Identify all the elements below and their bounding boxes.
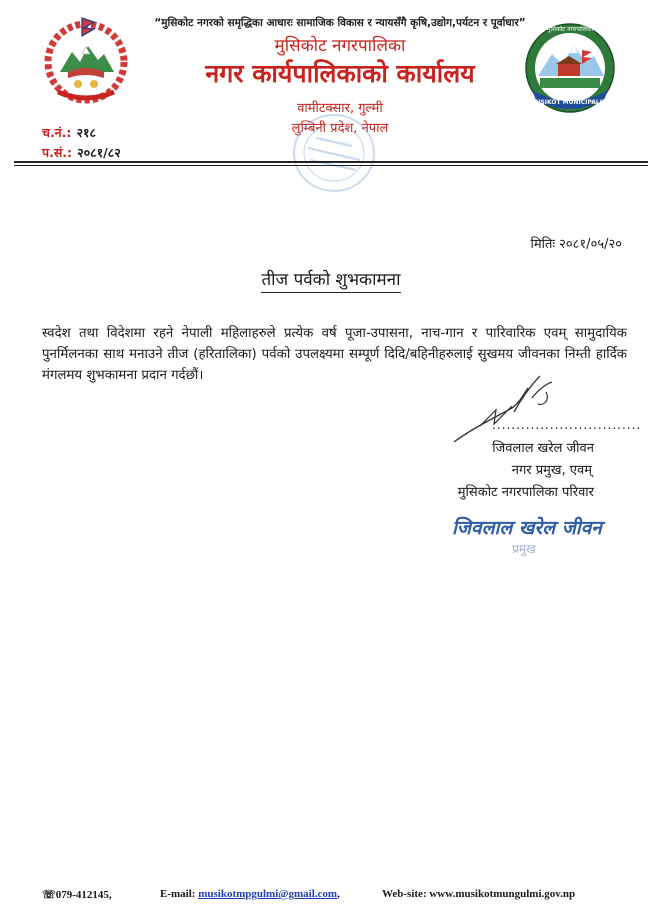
dispatch-number-value: २१८: [76, 125, 96, 140]
signatory-organization: मुसिकोट नगरपालिका परिवार: [457, 485, 594, 500]
office-stamp-icon: [286, 108, 382, 198]
header-divider: [14, 161, 648, 163]
letter-number: [42, 142, 121, 161]
footer-website-label: Web-site:: [382, 888, 427, 900]
address-line-2: लुम्बिनी प्रदेश, नेपाल: [291, 121, 389, 136]
footer-email-link[interactable]: musikotmpgulmi@gmail.com: [198, 888, 338, 900]
letter-subject: [0, 267, 662, 290]
name-stamp-subtitle: प्रमुख: [512, 542, 536, 556]
letter-number-label: प.सं.:: [42, 145, 73, 160]
footer-phone-number: 079-412145,: [55, 889, 112, 901]
municipality-logo-ribbon: MUSIKOT MUNICIPALITY: [529, 99, 611, 106]
header-divider-thin: [14, 165, 648, 166]
footer-website-url[interactable]: www.musikotmungulmi.gov.np: [429, 888, 576, 900]
municipality-motto: “मुसिकोट नगरको समृद्धिका आधारः सामाजिक विकास र न्यायसँगै कृषि,उद्योग,पर्यटन र पूर्वाधार”: [154, 17, 526, 29]
municipality-logo-ring-text: मुसिकोट नगरपालिका: [546, 26, 594, 33]
signatory-title: नगर प्रमुख, एवम्: [511, 463, 592, 478]
signatory-name: जिवलाल खरेल जीवन: [492, 441, 594, 456]
footer-email-label: E-mail:: [160, 888, 196, 900]
letter-body: स्वदेश तथा विदेशमा रहने नेपाली महिलाहरुले प्रत्येक वर्ष पूजा-उपासना, नाच-गान र पारिवारिक एवम् सामुदायिक पुनर्मिलनका साथ मनाउने तीज (हरितालिका) पर्वको उपलक्ष्यमा सम्पूर्ण दिदि/बहिनीहरुलाई सुखमय जीवनका निम्ती हार्दिक मंगलमय शुभकामना प्रदान गर्दछौं।: [42, 326, 627, 383]
letter-date: मितिः २०८१/०५/२०: [530, 237, 622, 252]
dispatch-number: [42, 122, 96, 141]
municipality-logo-icon: [522, 20, 618, 116]
footer-phone: [42, 888, 112, 901]
address-line-1: वामीटक्सार, गुल्मी: [297, 101, 383, 116]
municipality-name: मुसिकोट नगरपालिका: [274, 36, 406, 56]
letter-subject-text: तीज पर्वको शुभकामना: [261, 270, 400, 293]
phone-icon: ☏: [42, 889, 56, 901]
name-stamp: जिवलाल खरेल जीवन: [452, 517, 602, 539]
signature-icon: [450, 368, 570, 448]
dispatch-number-label: च.नं.:: [42, 125, 72, 140]
signature-line: ...............................: [492, 418, 642, 432]
footer-email: E-mail: musikotmpgulmi@gmail.com,: [160, 888, 340, 900]
office-name: नगर कार्यपालिकाको कार्यालय: [205, 59, 475, 88]
footer-website: [382, 888, 575, 900]
letter-number-value: २०८१/८२: [77, 145, 121, 160]
